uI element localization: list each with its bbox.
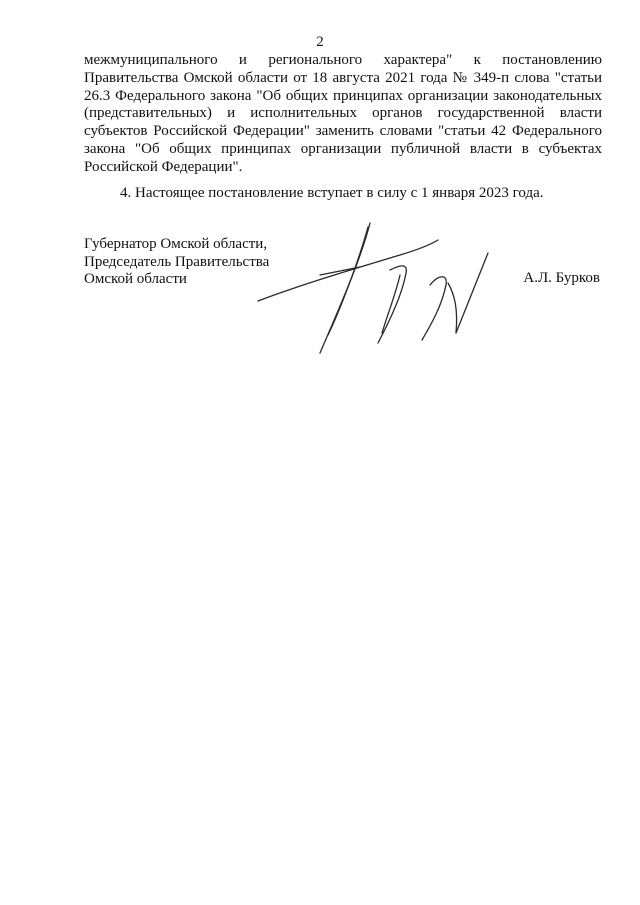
- signatory-title-line: Председатель Правительства: [84, 253, 270, 270]
- paragraph-4: 4. Настоящее постановление вступает в силу с 1 января 2023 года.: [120, 185, 544, 201]
- paragraph-line: Российской Федерации".: [84, 158, 243, 175]
- paragraph-3: [84, 52, 602, 177]
- paragraph-line: Правительства Омской области от 18 августа 2021 года № 349-п слова "статьи: [84, 69, 602, 86]
- signer-name: А.Л. Бурков: [523, 270, 600, 286]
- paragraph-line: закона "Об общих принципах организации публичной власти в субъектах: [84, 140, 602, 157]
- paragraph-line: межмуниципального и регионального характера" к постановлению: [84, 52, 602, 68]
- signatory-title: [84, 236, 269, 289]
- signatory-title-line: Губернатор Омской области,: [84, 236, 268, 252]
- paragraph-line: 26.3 Федерального закона "Об общих принципах организации законодательных: [84, 87, 602, 104]
- page-number: 2: [316, 34, 324, 50]
- handwritten-signature: [250, 215, 510, 360]
- paragraph-line: (представительных) и исполнительных органов государственной власти: [84, 105, 602, 122]
- paragraph-line: субъектов Российской Федерации" заменить словами "статьи 42 Федерального: [84, 123, 602, 140]
- signatory-title-line: Омской области: [84, 271, 187, 287]
